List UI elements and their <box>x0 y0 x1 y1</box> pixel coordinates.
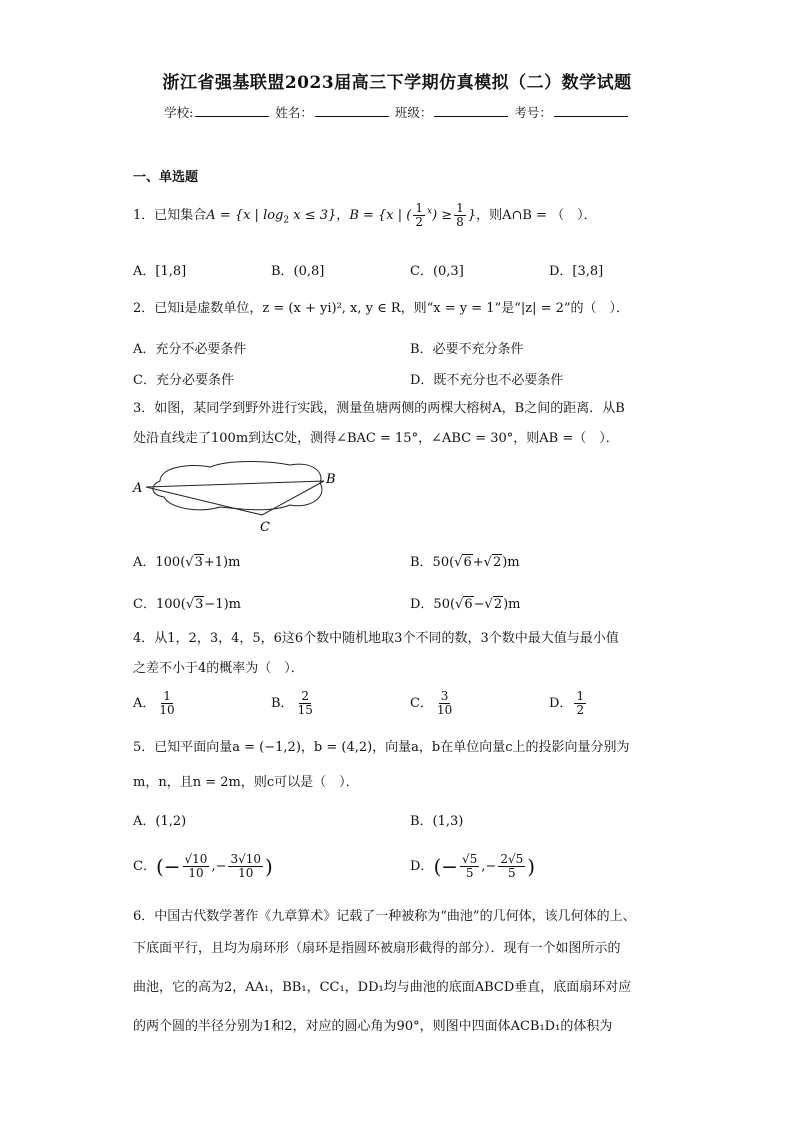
question-3-stem-line-1: 3．如图，某同学到野外进行实践，测量鱼塘两侧的两棵大榕树A，B之间的距离．从B <box>133 401 625 416</box>
section-heading: 一、单选题 <box>133 170 199 185</box>
school-blank[interactable] <box>195 104 269 117</box>
q3-option-b[interactable]: B．50(√6+√2)m <box>410 555 520 570</box>
q5-option-d[interactable]: D．(− $\frac{√5}{5}$ ,− $\frac{2√5}{5}$ ) <box>410 852 536 880</box>
class-label: 班级： <box>394 105 433 120</box>
q2-option-a[interactable]: A．充分不必要条件 <box>133 342 247 357</box>
q1-option-a[interactable]: A．[1,8] <box>133 264 187 279</box>
q4-option-a[interactable]: A． $\frac{1}{10}$ <box>133 689 175 717</box>
pond-triangle-figure <box>130 457 350 537</box>
q2-option-d[interactable]: D．既不充分也不必要条件 <box>410 373 564 388</box>
question-2-stem: 2．已知i是虚数单位，z = (x + yi)², x, y ∈ R，则“x = y = 1”是“|z| = 2”的（ ）． <box>133 301 630 316</box>
student-info-line <box>0 103 794 121</box>
number-blank[interactable] <box>554 104 628 117</box>
q1-option-d[interactable]: D．[3,8] <box>549 264 604 279</box>
question-4-stem-line-1: 4．从1，2，3，4，5，6这6个数中随机地取3个不同的数，3个数中最大值与最小值 <box>133 631 619 646</box>
question-6-stem-line-3: 曲池，它的高为2，AA₁，BB₁，CC₁，DD₁均与曲池的底面ABCD垂直，底面扇环对应 <box>133 980 632 995</box>
number-label: 考号： <box>514 105 552 120</box>
segment-ab <box>146 481 324 487</box>
segment-ac <box>146 487 262 515</box>
question-5-stem-line-1: 5．已知平面向量a = (−1,2)，b = (4,2)，向量a，b在单位向量c上的投影向量分别为 <box>133 740 630 755</box>
q3-option-d[interactable]: D．50(√6−√2)m <box>410 597 521 612</box>
segment-bc <box>262 481 324 515</box>
question-6-stem-line-4: 的两个圆的半径分别为1和2，对应的圆心角为90°，则图中四面体ACB₁D₁的体积为 <box>133 1019 613 1034</box>
q5-option-b[interactable]: B．(1,3) <box>410 814 464 829</box>
label-a: A <box>133 481 143 496</box>
q3-option-c[interactable]: C．100(√3−1)m <box>133 597 241 612</box>
label-b: B <box>326 472 336 487</box>
q4-option-b[interactable]: B． $\frac{2}{15}$ <box>271 689 313 717</box>
school-label: 学校: <box>164 105 194 120</box>
q2-option-c[interactable]: C．充分必要条件 <box>133 373 234 388</box>
question-3-stem-line-2: 处沿直线走了100m到达C处，测得∠BAC = 15°，∠ABC = 30°，则AB =（ ）． <box>133 431 619 446</box>
q3-option-a[interactable]: A．100(√3+1)m <box>133 555 241 570</box>
q1-option-c[interactable]: C．(0,3] <box>410 264 464 279</box>
question-1-stem: 1．已知集合A = {x | $\log_2 x \le 3$}，B = {x | ( $\frac{1}{2}$ $^x$) ≥ $\frac{1}{8}$ }，则A∩B = （ ）． <box>133 201 597 229</box>
q5-option-a[interactable]: A．(1,2) <box>133 814 187 829</box>
q5-option-c[interactable]: C．(− $\frac{√10}{10}$ ,− $\frac{3√10}{10}$ ) <box>133 852 273 880</box>
exam-title: 浙江省强基联盟2023届高三下学期仿真模拟（二）数学试题 <box>162 73 632 93</box>
q2-option-b[interactable]: B．必要不充分条件 <box>410 342 524 357</box>
question-5-stem-line-2: m，n，且n = 2m，则c可以是（ ）． <box>133 775 359 790</box>
class-blank[interactable] <box>434 104 508 117</box>
label-c: C <box>260 520 270 535</box>
name-label: 姓名： <box>275 105 313 120</box>
question-6-stem-line-2: 下底面平行，且均为扇环形（扇环是指圆环被扇形截得的部分）．现有一个如图所示的 <box>133 941 621 956</box>
q4-option-c[interactable]: C． $\frac{3}{10}$ <box>410 689 453 717</box>
q1-option-b[interactable]: B．(0,8] <box>271 264 325 279</box>
name-blank[interactable] <box>315 104 389 117</box>
q4-option-d[interactable]: D． $\frac{1}{2}$ <box>549 689 585 717</box>
question-6-stem-line-1: 6．中国古代数学著作《九章算术》记载了一种被称为“曲池”的几何体，该几何体的上、 <box>133 909 636 924</box>
question-4-stem-line-2: 之差不小于4的概率为（ ）． <box>133 661 304 676</box>
